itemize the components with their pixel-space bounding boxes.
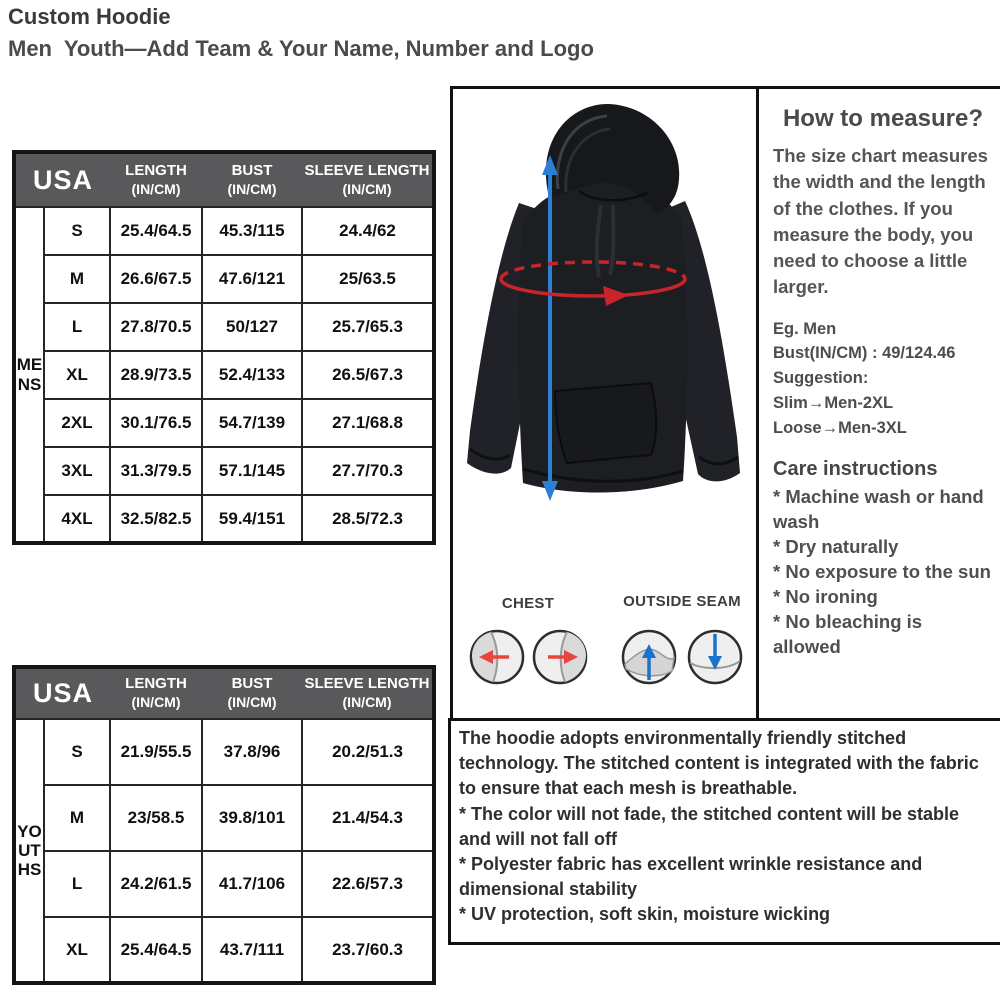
description-bullet: * UV protection, soft skin, moisture wicking [459, 904, 831, 925]
size-cell: XL [44, 351, 110, 399]
example-line: Loose→Men-3XL [773, 418, 907, 437]
bust-cell: 52.4/133 [202, 351, 302, 399]
sleeve-cell: 20.2/51.3 [302, 719, 434, 785]
bust-cell: 47.6/121 [202, 255, 302, 303]
column-header-length: LENGTH (IN/CM) [110, 152, 202, 207]
care-instructions-heading: Care instructions [773, 458, 938, 481]
column-header-usa: USA [14, 667, 110, 719]
column-header-sleeve: SLEEVE LENGTH (IN/CM) [302, 152, 434, 207]
product-description-box [448, 718, 1000, 945]
table-row [14, 303, 434, 351]
youths-chart-header-row [14, 667, 434, 719]
size-cell: L [44, 303, 110, 351]
care-item: * No exposure to the sun [773, 561, 991, 583]
sleeve-cell: 24.4/62 [302, 207, 434, 255]
length-cell: 21.9/55.5 [110, 719, 202, 785]
sleeve-cell: 27.7/70.3 [302, 447, 434, 495]
sleeve-cell: 25.7/65.3 [302, 303, 434, 351]
table-row [14, 207, 434, 255]
care-item: * No bleaching is allowed [773, 611, 923, 658]
length-cell: 31.3/79.5 [110, 447, 202, 495]
bust-cell: 43.7/111 [202, 917, 302, 983]
table-row [14, 917, 434, 983]
length-cell: 25.4/64.5 [110, 207, 202, 255]
table-row [14, 495, 434, 543]
hoodie-shape [467, 104, 740, 493]
chest-pinch-right-icon [534, 631, 586, 683]
description-bullet: * Polyester fabric has excellent wrinkle resistance and dimensional stability [459, 853, 923, 900]
care-instructions-list [773, 485, 993, 660]
measure-method-icons [453, 617, 756, 697]
size-cell: 2XL [44, 399, 110, 447]
bust-cell: 39.8/101 [202, 785, 302, 851]
mens-size-chart [12, 150, 436, 545]
table-row [14, 785, 434, 851]
size-cell: L [44, 851, 110, 917]
how-to-measure-body: The size chart measures the width and the length of the clothes. If you measure the body, you need to choose a little larger. [773, 145, 988, 298]
description-intro: The hoodie adopts environmentally friendly stitched technology. The stitched content is integrated with the fabric to ensure that each mesh is breathable. [459, 728, 979, 799]
length-cell: 32.5/82.5 [110, 495, 202, 543]
column-header-sleeve: SLEEVE LENGTH (IN/CM) [302, 667, 434, 719]
bust-cell: 37.8/96 [202, 719, 302, 785]
table-row [14, 447, 434, 495]
example-line: Eg. Men [773, 319, 837, 338]
hoodie-product-image [453, 91, 756, 541]
description-bullet: * The color will not fade, the stitched content will be stable and will not fall off [459, 803, 960, 849]
length-cell: 23/58.5 [110, 785, 202, 851]
sleeve-cell: 25/63.5 [302, 255, 434, 303]
example-line: Bust(IN/CM) : 49/124.46 [773, 344, 956, 363]
size-cell: S [44, 207, 110, 255]
column-header-length: LENGTH (IN/CM) [110, 667, 202, 719]
care-item: * Machine wash or hand wash [773, 486, 984, 533]
sleeve-cell: 28.5/72.3 [302, 495, 434, 543]
bust-cell: 57.1/145 [202, 447, 302, 495]
sleeve-cell: 27.1/68.8 [302, 399, 434, 447]
outside-seam-down-icon [689, 631, 741, 683]
page-subtitle: Men Youth—Add Team & Your Name, Number and Logo [8, 36, 594, 61]
outside-seam-label: OUTSIDE SEAM [623, 593, 741, 610]
size-cell: M [44, 785, 110, 851]
care-item: * Dry naturally [773, 536, 899, 558]
mens-chart-header-row [14, 152, 434, 207]
bust-cell: 59.4/151 [202, 495, 302, 543]
how-to-measure-pane [756, 89, 1000, 718]
mens-group-label: MENS [14, 207, 44, 543]
length-cell: 27.8/70.5 [110, 303, 202, 351]
youths-group-label: YOUTHS [14, 719, 44, 983]
youths-size-chart [12, 665, 436, 985]
measure-panel [450, 86, 1000, 721]
length-cell: 24.2/61.5 [110, 851, 202, 917]
table-row [14, 255, 434, 303]
bust-cell: 41.7/106 [202, 851, 302, 917]
chest-pinch-left-icon [471, 631, 523, 683]
sleeve-cell: 23.7/60.3 [302, 917, 434, 983]
length-cell: 26.6/67.5 [110, 255, 202, 303]
table-row [14, 351, 434, 399]
care-item: * No ironing [773, 586, 878, 608]
table-row [14, 399, 434, 447]
sleeve-cell: 22.6/57.3 [302, 851, 434, 917]
chest-label: CHEST [501, 595, 555, 612]
sleeve-cell: 26.5/67.3 [302, 351, 434, 399]
length-cell: 30.1/76.5 [110, 399, 202, 447]
kangaroo-pocket [555, 383, 656, 463]
size-cell: S [44, 719, 110, 785]
size-cell: 3XL [44, 447, 110, 495]
example-line: Suggestion: [773, 369, 869, 388]
how-to-measure-heading: How to measure? [782, 105, 984, 132]
length-cell: 28.9/73.5 [110, 351, 202, 399]
outside-seam-up-icon [623, 631, 675, 683]
bust-cell: 54.7/139 [202, 399, 302, 447]
bust-cell: 45.3/115 [202, 207, 302, 255]
column-header-bust: BUST (IN/CM) [202, 152, 302, 207]
table-row [14, 719, 434, 785]
hoodie-illustration-pane [453, 89, 756, 718]
size-cell: XL [44, 917, 110, 983]
sizing-example [773, 317, 993, 441]
sleeve-cell: 21.4/54.3 [302, 785, 434, 851]
bust-cell: 50/127 [202, 303, 302, 351]
page-title: Custom Hoodie [8, 4, 171, 29]
column-header-bust: BUST (IN/CM) [202, 667, 302, 719]
length-cell: 25.4/64.5 [110, 917, 202, 983]
size-cell: 4XL [44, 495, 110, 543]
table-row [14, 851, 434, 917]
column-header-usa: USA [14, 152, 110, 207]
example-line: Slim→Men-2XL [773, 393, 894, 412]
size-cell: M [44, 255, 110, 303]
